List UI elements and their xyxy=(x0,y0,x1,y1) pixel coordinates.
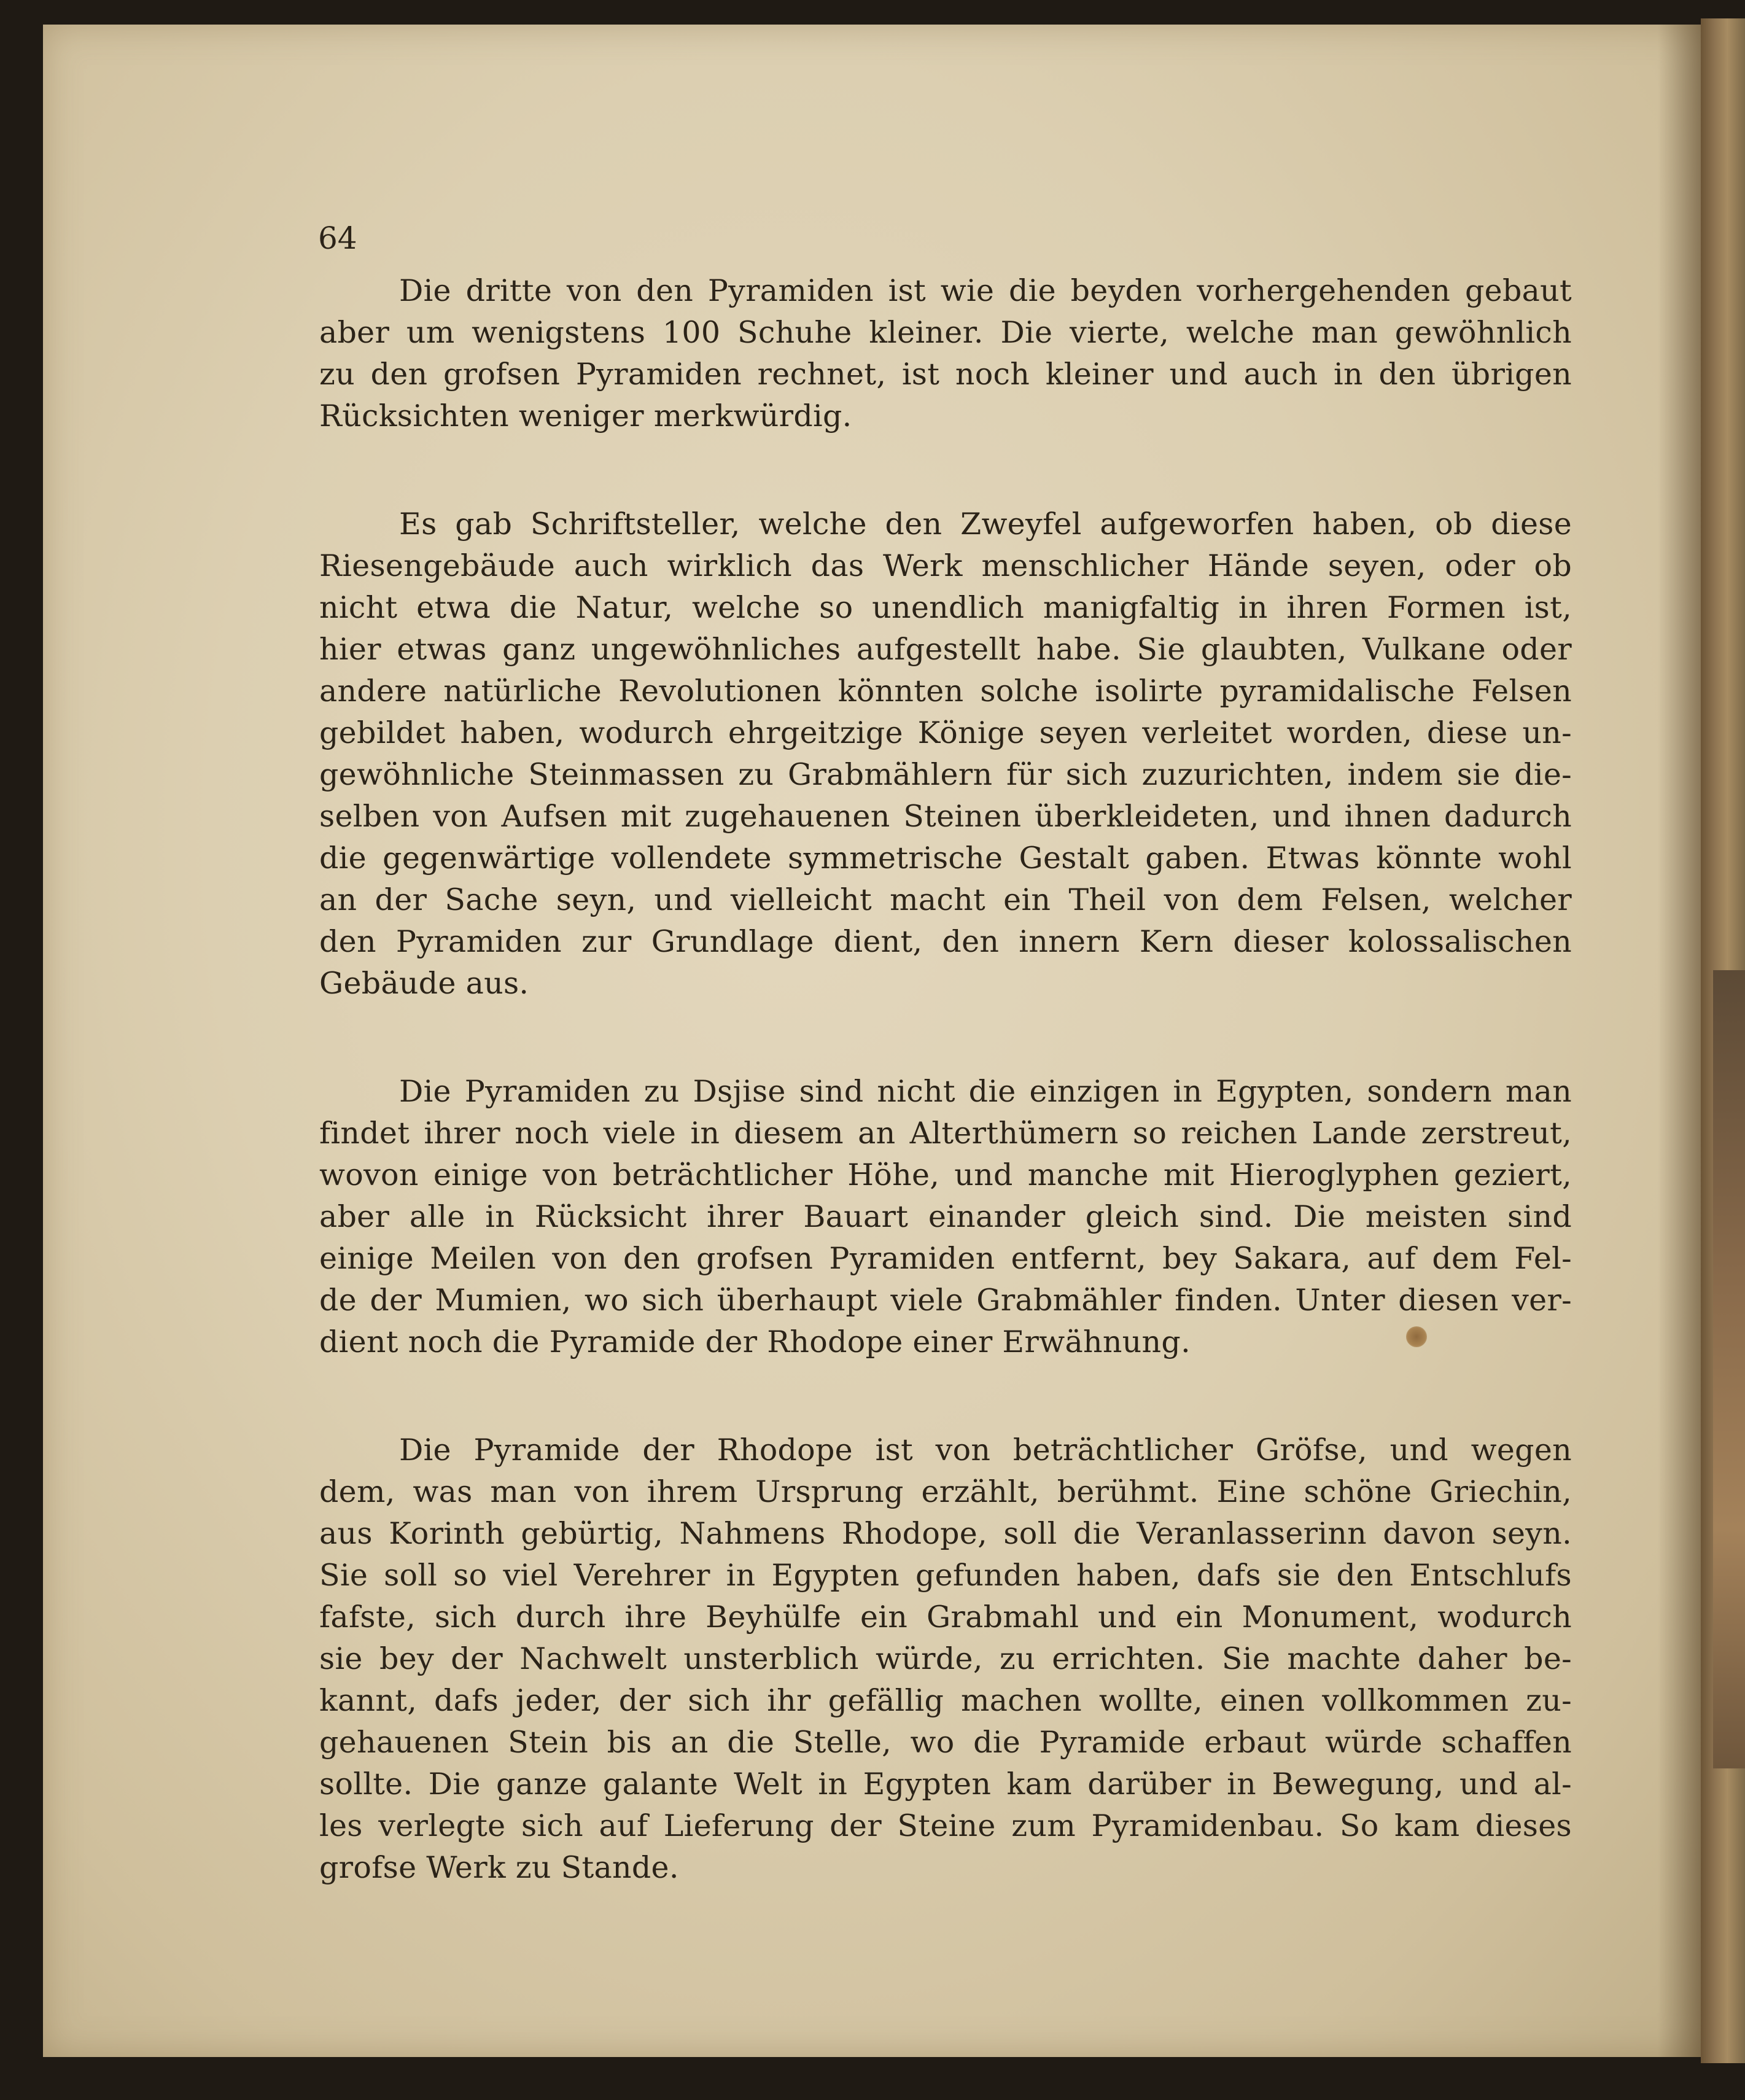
text-line: les verlegte sich auf Lieferung der Steine zum Pyramidenbau. So kam dieses xyxy=(319,1808,1572,1843)
text-line: selben von Aufsen mit zugehauenen Steinen überkleideten, und ihnen dadurch xyxy=(319,799,1572,834)
paragraph-2 xyxy=(319,504,1572,1005)
text-line: gewöhnliche Steinmassen zu Grabmählern für sich zuzurichten, indem sie die- xyxy=(319,757,1572,792)
text-line: dient noch die Pyramide der Rhodope einer Erwähnung. xyxy=(319,1324,1191,1359)
text-line: grofse Werk zu Stande. xyxy=(319,1850,679,1885)
text-line: gebildet haben, wodurch ehrgeitzige Könige seyen verleitet worden, diese un- xyxy=(319,715,1572,750)
text-line: dem, was man von ihrem Ursprung erzählt, berühmt. Eine schöne Griechin, xyxy=(319,1474,1572,1509)
page-number: 64 xyxy=(318,220,357,256)
paragraph-1 xyxy=(319,270,1572,437)
text-line: Die Pyramide der Rhodope ist von beträchtlicher Gröfse, und wegen xyxy=(399,1433,1572,1468)
text-line: Gebäude aus. xyxy=(319,966,529,1001)
text-line: sie bey der Nachwelt unsterblich würde, zu errichten. Sie machte daher be- xyxy=(319,1641,1572,1676)
text-line: an der Sache seyn, und vielleicht macht ein Theil von dem Felsen, welcher xyxy=(319,882,1572,917)
text-line: Die Pyramiden zu Dsjise sind nicht die einzigen in Egypten, sondern man xyxy=(399,1074,1572,1109)
text-line: Die dritte von den Pyramiden ist wie die beyden vorhergehenden gebaut xyxy=(399,273,1572,308)
text-line: wovon einige von beträchtlicher Höhe, und manche mit Hieroglyphen geziert, xyxy=(319,1157,1572,1192)
text-line: zu den grofsen Pyramiden rechnet, ist noch kleiner und auch in den übrigen xyxy=(319,357,1572,392)
body-text xyxy=(319,270,1572,1955)
text-line: hier etwas ganz ungewöhnliches aufgestellt habe. Sie glaubten, Vulkane oder xyxy=(319,632,1572,667)
text-line: aus Korinth gebürtig, Nahmens Rhodope, soll die Veranlasserinn davon seyn. xyxy=(319,1516,1572,1551)
text-line: Es gab Schriftsteller, welche den Zweyfel aufgeworfen haben, ob diese xyxy=(399,507,1572,542)
text-line: Riesengebäude auch wirklich das Werk menschlicher Hände seyen, oder ob xyxy=(319,548,1572,583)
text-line: einige Meilen von den grofsen Pyramiden entfernt, bey Sakara, auf dem Fel- xyxy=(319,1241,1572,1276)
page-gutter-shadow xyxy=(1658,25,1701,2057)
text-line: Sie soll so viel Verehrer in Egypten gefunden haben, dafs sie den Entschlufs xyxy=(319,1558,1572,1593)
text-line: kannt, dafs jeder, der sich ihr gefällig machen wollte, einen vollkommen zu- xyxy=(319,1683,1572,1718)
text-line: aber alle in Rücksicht ihrer Bauart einander gleich sind. Die meisten sind xyxy=(319,1199,1572,1234)
text-line: de der Mumien, wo sich überhaupt viele Grabmähler finden. Unter diesen ver- xyxy=(319,1283,1572,1318)
text-line: andere natürliche Revolutionen könnten solche isolirte pyramidalische Felsen xyxy=(319,674,1572,709)
facing-page-illustration-edge xyxy=(1713,970,1745,1768)
paragraph-4 xyxy=(319,1429,1572,1889)
text-line: findet ihrer noch viele in diesem an Alterthümern so reichen Lande zerstreut, xyxy=(319,1116,1572,1151)
text-line: die gegenwärtige vollendete symmetrische Gestalt gaben. Etwas könnte wohl xyxy=(319,841,1572,876)
text-line: fafste, sich durch ihre Beyhülfe ein Grabmahl und ein Monument, wodurch xyxy=(319,1600,1572,1635)
text-line: den Pyramiden zur Grundlage dient, den innern Kern dieser kolossalischen xyxy=(319,924,1572,959)
text-line: gehauenen Stein bis an die Stelle, wo die Pyramide erbaut würde schaffen xyxy=(319,1725,1572,1760)
text-line: Rücksichten weniger merkwürdig. xyxy=(319,399,852,434)
text-line: sollte. Die ganze galante Welt in Egypten kam darüber in Bewegung, und al- xyxy=(319,1767,1572,1802)
paragraph-3 xyxy=(319,1071,1572,1363)
text-line: aber um wenigstens 100 Schuhe kleiner. Die vierte, welche man gewöhnlich xyxy=(319,315,1572,350)
text-line: nicht etwa die Natur, welche so unendlich manigfaltig in ihren Formen ist, xyxy=(319,590,1572,625)
